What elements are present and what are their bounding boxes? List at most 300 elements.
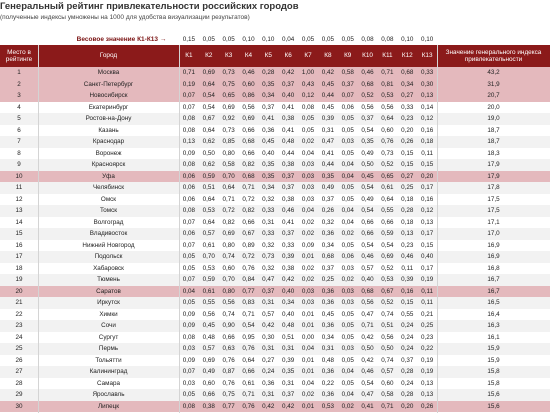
k-value-cell: 0,13 bbox=[420, 92, 434, 99]
k-value-cell: 0,09 bbox=[182, 149, 196, 157]
k-value-cell: 0,08 bbox=[182, 126, 196, 134]
city-cell: Ярославль bbox=[92, 391, 125, 398]
k-value-cell: 0,55 bbox=[202, 299, 215, 306]
k-value-cell: 0,05 bbox=[341, 195, 354, 203]
header-k1: К1 bbox=[185, 52, 193, 60]
k-value-cell: 0,03 bbox=[301, 161, 315, 168]
k-value-cell: 0,13 bbox=[420, 218, 434, 226]
k-value-cell: 0,03 bbox=[341, 264, 354, 272]
k-value-cell: 0,34 bbox=[321, 333, 334, 341]
k-value-cell: 0,04 bbox=[341, 207, 354, 214]
index-value-cell: 19,0 bbox=[487, 115, 500, 122]
k-value-cell: 0,23 bbox=[401, 115, 414, 122]
k-value-cell: 0,04 bbox=[341, 391, 354, 398]
k-value-cell: 0,37 bbox=[341, 80, 354, 88]
k-value-cell: 0,06 bbox=[341, 103, 354, 111]
k-value-cell: 0,40 bbox=[282, 287, 295, 295]
k-value-cell: 0,48 bbox=[282, 138, 295, 145]
k-value-cell: 0,41 bbox=[282, 126, 295, 134]
k-value-cell: 0,66 bbox=[381, 218, 394, 226]
table-row bbox=[0, 320, 550, 332]
header-k7: К7 bbox=[304, 52, 312, 60]
k-value-cell: 0,72 bbox=[242, 195, 255, 203]
k-value-cell: 0,62 bbox=[202, 138, 215, 145]
rank-cell: 13 bbox=[15, 207, 23, 214]
k-value-cell: 0,32 bbox=[262, 195, 275, 203]
table-row bbox=[0, 240, 550, 252]
k-value-cell: 0,51 bbox=[381, 322, 394, 329]
k-value-cell: 0,53 bbox=[202, 264, 215, 272]
k-value-cell: 0,45 bbox=[321, 80, 334, 88]
k-value-cell: 0,42 bbox=[321, 69, 334, 76]
index-value-cell: 16,8 bbox=[487, 264, 500, 272]
k-value-cell: 0,45 bbox=[262, 138, 275, 145]
k-value-cell: 0,03 bbox=[301, 195, 315, 203]
k-value-cell: 0,80 bbox=[222, 149, 235, 157]
k-value-cell: 0,76 bbox=[242, 402, 255, 410]
k-value-cell: 0,54 bbox=[361, 126, 374, 134]
k-value-cell: 0,02 bbox=[301, 264, 315, 272]
weight-value: 0,08 bbox=[361, 36, 374, 43]
k-value-cell: 0,05 bbox=[341, 115, 354, 122]
k-value-cell: 0,68 bbox=[321, 253, 334, 260]
k-value-cell: 0,36 bbox=[321, 230, 334, 237]
k-value-cell: 0,36 bbox=[321, 391, 334, 398]
k-value-cell: 0,07 bbox=[182, 368, 196, 375]
rank-cell: 15 bbox=[15, 230, 23, 237]
k-value-cell: 0,77 bbox=[242, 287, 255, 295]
k-value-cell: 0,33 bbox=[262, 230, 275, 237]
header-k13: К13 bbox=[421, 52, 433, 60]
k-value-cell: 0,25 bbox=[401, 184, 414, 191]
k-value-cell: 0,71 bbox=[222, 195, 235, 203]
k-value-cell: 0,50 bbox=[381, 345, 394, 352]
k-value-cell: 0,34 bbox=[282, 299, 295, 306]
weight-value: 0,04 bbox=[282, 36, 295, 43]
table-row bbox=[0, 136, 550, 148]
table-row bbox=[0, 171, 550, 183]
k-value-cell: 0,89 bbox=[242, 241, 255, 249]
weight-value: 0,05 bbox=[321, 36, 334, 43]
k-value-cell: 0,40 bbox=[282, 310, 295, 318]
city-cell: Сургут bbox=[98, 333, 119, 341]
k-value-cell: 0,09 bbox=[182, 322, 196, 329]
k-value-cell: 0,77 bbox=[222, 402, 235, 410]
k-value-cell: 0,34 bbox=[401, 80, 414, 88]
table-row bbox=[0, 113, 550, 125]
weights-row bbox=[0, 35, 550, 45]
table-row bbox=[0, 159, 550, 171]
k-value-cell: 0,06 bbox=[182, 195, 196, 203]
k-value-cell: 0,56 bbox=[222, 299, 235, 306]
k-value-cell: 0,42 bbox=[262, 322, 275, 329]
k-value-cell: 0,54 bbox=[361, 379, 374, 387]
k-value-cell: 0,02 bbox=[301, 391, 315, 398]
k-value-cell: 0,45 bbox=[321, 310, 334, 318]
index-value-cell: 18,3 bbox=[487, 149, 500, 157]
index-value-cell: 17,9 bbox=[487, 172, 500, 180]
weight-value: 0,05 bbox=[341, 36, 354, 43]
k-value-cell: 0,05 bbox=[182, 391, 196, 398]
k-value-cell: 1,00 bbox=[301, 69, 315, 76]
k-value-cell: 0,76 bbox=[381, 138, 394, 145]
k-value-cell: 0,32 bbox=[262, 264, 275, 272]
k-value-cell: 0,37 bbox=[282, 172, 295, 180]
index-value-cell: 16,4 bbox=[487, 310, 500, 318]
k-value-cell: 0,20 bbox=[420, 172, 434, 180]
index-value-cell: 17,1 bbox=[487, 218, 500, 226]
table-row bbox=[0, 182, 550, 194]
k-value-cell: 0,28 bbox=[401, 368, 414, 375]
k-value-cell: 0,95 bbox=[242, 333, 255, 341]
k-value-cell: 0,04 bbox=[301, 149, 315, 157]
table-row bbox=[0, 102, 550, 114]
rank-cell: 8 bbox=[17, 149, 21, 157]
k-value-cell: 0,07 bbox=[182, 92, 196, 99]
k-value-cell: 0,56 bbox=[381, 333, 394, 341]
k-value-cell: 0,49 bbox=[321, 184, 334, 191]
city-cell: Краснодар bbox=[92, 138, 125, 145]
k-value-cell: 0,49 bbox=[361, 195, 374, 203]
header-k10: К10 bbox=[362, 52, 373, 60]
k-value-cell: 0,15 bbox=[420, 161, 434, 168]
k-value-cell: 0,35 bbox=[321, 172, 334, 180]
rank-cell: 22 bbox=[15, 310, 23, 318]
k-value-cell: 0,06 bbox=[182, 230, 196, 237]
index-value-cell: 15,9 bbox=[487, 345, 500, 352]
header-k2: К2 bbox=[205, 52, 213, 60]
k-value-cell: 0,72 bbox=[222, 207, 235, 214]
table-row bbox=[0, 297, 550, 309]
k-value-cell: 0,69 bbox=[222, 103, 235, 111]
index-value-cell: 16,7 bbox=[487, 287, 500, 295]
k-value-cell: 0,24 bbox=[262, 368, 275, 375]
k-value-cell: 0,57 bbox=[262, 310, 275, 318]
index-value-cell: 15,9 bbox=[487, 356, 500, 364]
k-value-cell: 0,84 bbox=[242, 276, 255, 283]
k-value-cell: 0,42 bbox=[282, 69, 295, 76]
k-value-cell: 0,02 bbox=[341, 276, 354, 283]
k-value-cell: 0,67 bbox=[381, 287, 394, 295]
city-cell: Ростов-на-Дону bbox=[85, 115, 132, 122]
k-value-cell: 0,05 bbox=[341, 149, 354, 157]
k-value-cell: 0,34 bbox=[262, 184, 275, 191]
k-value-cell: 0,31 bbox=[282, 379, 295, 387]
table-row bbox=[0, 355, 550, 367]
k-value-cell: 0,07 bbox=[182, 241, 196, 249]
rank-cell: 25 bbox=[15, 345, 23, 352]
k-value-cell: 0,37 bbox=[282, 391, 295, 398]
k-value-cell: 0,26 bbox=[401, 138, 414, 145]
city-cell: Подольск bbox=[94, 253, 123, 260]
rank-cell: 16 bbox=[15, 241, 23, 249]
k-value-cell: 0,61 bbox=[242, 379, 255, 387]
city-cell: Саратов bbox=[96, 287, 121, 295]
weight-value: 0,10 bbox=[262, 36, 275, 43]
k-value-cell: 0,07 bbox=[182, 103, 196, 111]
index-value-cell: 15,8 bbox=[487, 368, 500, 375]
k-value-cell: 0,64 bbox=[222, 184, 235, 191]
k-value-cell: 0,48 bbox=[282, 322, 295, 329]
k-value-cell: 0,05 bbox=[301, 115, 315, 122]
k-value-cell: 0,50 bbox=[202, 149, 215, 157]
k-value-cell: 0,47 bbox=[361, 391, 374, 398]
header-k8: К8 bbox=[324, 52, 332, 60]
k-value-cell: 0,66 bbox=[361, 230, 374, 237]
k-value-cell: 0,65 bbox=[222, 92, 235, 99]
header-k11: К11 bbox=[382, 52, 393, 60]
index-value-cell: 18,7 bbox=[487, 126, 500, 134]
k-value-cell: 0,33 bbox=[282, 241, 295, 249]
index-value-cell: 16,9 bbox=[487, 241, 500, 249]
k-value-cell: 0,37 bbox=[361, 115, 374, 122]
k-value-cell: 0,59 bbox=[202, 276, 215, 283]
k-value-cell: 0,58 bbox=[222, 161, 235, 168]
k-value-cell: 0,24 bbox=[401, 322, 414, 329]
rank-cell: 6 bbox=[17, 126, 21, 134]
k-value-cell: 0,04 bbox=[341, 218, 354, 226]
k-value-cell: 0,16 bbox=[420, 195, 434, 203]
k-value-cell: 0,13 bbox=[420, 391, 434, 398]
k-value-cell: 0,02 bbox=[301, 276, 315, 283]
k-value-cell: 0,71 bbox=[242, 310, 255, 318]
k-value-cell: 0,04 bbox=[341, 161, 354, 168]
table-row bbox=[0, 274, 550, 286]
k-value-cell: 0,90 bbox=[222, 322, 235, 329]
k-value-cell: 0,35 bbox=[262, 172, 275, 180]
k-value-cell: 0,61 bbox=[202, 241, 215, 249]
index-value-cell: 18,7 bbox=[487, 138, 500, 145]
k-value-cell: 0,06 bbox=[341, 253, 354, 260]
k-value-cell: 0,13 bbox=[420, 379, 434, 387]
table-row bbox=[0, 378, 550, 390]
k-value-cell: 0,54 bbox=[361, 207, 374, 214]
city-cell: Владивосток bbox=[89, 230, 128, 237]
rank-cell: 17 bbox=[15, 253, 23, 260]
k-value-cell: 0,54 bbox=[361, 184, 374, 191]
k-value-cell: 0,30 bbox=[262, 333, 275, 341]
weight-value: 0,05 bbox=[202, 36, 215, 43]
k-value-cell: 0,64 bbox=[202, 195, 215, 203]
k-value-cell: 0,03 bbox=[301, 184, 315, 191]
index-value-cell: 17,0 bbox=[487, 230, 500, 237]
k-value-cell: 0,08 bbox=[182, 161, 196, 168]
k-value-cell: 0,37 bbox=[282, 184, 295, 191]
k-value-cell: 0,40 bbox=[420, 253, 434, 260]
index-value-cell: 31,9 bbox=[487, 80, 500, 88]
k-value-cell: 0,92 bbox=[222, 115, 235, 122]
k-value-cell: 0,73 bbox=[262, 253, 275, 260]
table-row bbox=[0, 343, 550, 355]
k-value-cell: 0,35 bbox=[361, 138, 374, 145]
k-value-cell: 0,74 bbox=[222, 310, 235, 318]
k-value-cell: 0,69 bbox=[222, 230, 235, 237]
k-value-cell: 0,52 bbox=[381, 161, 394, 168]
k-value-cell: 0,54 bbox=[381, 241, 394, 249]
k-value-cell: 0,02 bbox=[301, 230, 315, 237]
k-value-cell: 0,68 bbox=[361, 80, 374, 88]
k-value-cell: 0,73 bbox=[222, 126, 235, 134]
header-city: Город bbox=[99, 52, 118, 60]
k-value-cell: 0,72 bbox=[242, 253, 255, 260]
rank-cell: 7 bbox=[17, 138, 21, 145]
k-value-cell: 0,76 bbox=[222, 356, 235, 364]
k-value-cell: 0,43 bbox=[301, 80, 315, 88]
k-value-cell: 0,01 bbox=[301, 356, 315, 364]
k-value-cell: 0,49 bbox=[202, 368, 215, 375]
table-row bbox=[0, 148, 550, 160]
table-row bbox=[0, 90, 550, 102]
k-value-cell: 0,14 bbox=[420, 103, 434, 111]
table-row bbox=[0, 366, 550, 378]
table-row bbox=[0, 309, 550, 321]
k-value-cell: 0,38 bbox=[202, 402, 215, 410]
k-value-cell: 0,31 bbox=[321, 126, 334, 134]
city-cell: Тольятти bbox=[95, 356, 122, 364]
k-value-cell: 0,57 bbox=[381, 368, 394, 375]
k-value-cell: 0,05 bbox=[182, 264, 196, 272]
table-row bbox=[0, 228, 550, 240]
k-value-cell: 0,54 bbox=[361, 241, 374, 249]
k-value-cell: 0,36 bbox=[262, 126, 275, 134]
k-value-cell: 0,63 bbox=[222, 345, 235, 352]
k-value-cell: 0,31 bbox=[282, 345, 295, 352]
k-value-cell: 0,64 bbox=[381, 115, 394, 122]
k-value-cell: 0,62 bbox=[202, 161, 215, 168]
rank-cell: 3 bbox=[17, 92, 21, 99]
k-value-cell: 0,66 bbox=[242, 218, 255, 226]
k-value-cell: 0,25 bbox=[420, 322, 434, 329]
k-value-cell: 0,17 bbox=[420, 184, 434, 191]
k-value-cell: 0,68 bbox=[361, 287, 374, 295]
weight-value: 0,05 bbox=[301, 36, 315, 43]
k-value-cell: 0,57 bbox=[361, 264, 374, 272]
k-value-cell: 0,37 bbox=[262, 287, 275, 295]
header-k3: К3 bbox=[224, 52, 233, 60]
k-value-cell: 0,04 bbox=[301, 379, 315, 387]
page-title: Генеральный рейтинг привлекательности российских городов bbox=[0, 1, 299, 12]
k-value-cell: 0,37 bbox=[401, 356, 414, 364]
k-value-cell: 0,28 bbox=[401, 391, 414, 398]
rank-cell: 20 bbox=[15, 287, 23, 295]
k-value-cell: 0,11 bbox=[421, 299, 433, 306]
city-cell: Волгоград bbox=[93, 218, 124, 226]
city-cell: Челябинск bbox=[92, 184, 125, 191]
k-value-cell: 0,03 bbox=[301, 287, 315, 295]
k-value-cell: 0,41 bbox=[361, 402, 374, 410]
k-value-cell: 0,44 bbox=[321, 92, 334, 99]
index-value-cell: 16,3 bbox=[487, 322, 500, 329]
k-value-cell: 0,73 bbox=[222, 69, 235, 76]
rank-cell: 18 bbox=[15, 264, 23, 272]
index-value-cell: 17,5 bbox=[487, 195, 500, 203]
k-value-cell: 0,36 bbox=[321, 299, 334, 306]
index-value-cell: 15,6 bbox=[487, 402, 500, 410]
k-value-cell: 0,52 bbox=[381, 264, 394, 272]
k-value-cell: 0,70 bbox=[222, 172, 235, 180]
k-value-cell: 0,53 bbox=[321, 402, 334, 410]
k-value-cell: 0,33 bbox=[401, 103, 414, 111]
k-value-cell: 0,64 bbox=[202, 218, 215, 226]
k-value-cell: 0,53 bbox=[381, 276, 394, 283]
k-value-cell: 0,32 bbox=[262, 241, 275, 249]
city-cell: Пермь bbox=[98, 345, 119, 352]
k-value-cell: 0,22 bbox=[420, 345, 434, 352]
k-value-cell: 0,31 bbox=[262, 299, 275, 306]
k-value-cell: 0,66 bbox=[242, 368, 255, 375]
k-value-cell: 0,74 bbox=[381, 310, 394, 318]
k-value-cell: 0,17 bbox=[420, 230, 434, 237]
k-value-cell: 0,31 bbox=[321, 345, 334, 352]
k-value-cell: 0,46 bbox=[242, 69, 255, 76]
k-value-cell: 0,15 bbox=[401, 161, 414, 168]
k-value-cell: 0,86 bbox=[242, 92, 255, 99]
k-value-cell: 0,27 bbox=[262, 356, 275, 364]
rank-cell: 9 bbox=[17, 161, 21, 168]
k-value-cell: 0,13 bbox=[401, 230, 414, 237]
k-value-cell: 0,46 bbox=[401, 253, 414, 260]
k-value-cell: 0,69 bbox=[202, 356, 215, 364]
k-value-cell: 0,01 bbox=[301, 368, 315, 375]
city-cell: Химки bbox=[99, 310, 118, 318]
k-value-cell: 0,71 bbox=[381, 69, 394, 76]
weight-value: 0,05 bbox=[222, 36, 235, 43]
rank-cell: 28 bbox=[15, 379, 23, 387]
k-value-cell: 0,41 bbox=[321, 149, 334, 157]
city-cell: Самара bbox=[97, 379, 120, 387]
k-value-cell: 0,71 bbox=[361, 322, 374, 329]
k-value-cell: 0,09 bbox=[182, 310, 196, 318]
table-row bbox=[0, 251, 550, 263]
k-value-cell: 0,51 bbox=[202, 184, 215, 191]
k-value-cell: 0,34 bbox=[262, 92, 275, 99]
city-cell: Воронеж bbox=[95, 149, 122, 157]
k-value-cell: 0,64 bbox=[381, 195, 394, 203]
k-value-cell: 0,33 bbox=[262, 207, 275, 214]
k-value-cell: 0,06 bbox=[182, 184, 196, 191]
k-value-cell: 0,03 bbox=[182, 379, 196, 387]
rank-cell: 23 bbox=[15, 322, 23, 329]
k-value-cell: 0,68 bbox=[242, 138, 255, 145]
rank-cell: 12 bbox=[15, 195, 23, 203]
rank-cell: 19 bbox=[15, 276, 23, 283]
k-value-cell: 0,59 bbox=[202, 172, 215, 180]
k-value-cell: 0,80 bbox=[222, 241, 235, 249]
k-value-cell: 0,71 bbox=[242, 391, 255, 398]
k-value-cell: 0,11 bbox=[401, 264, 414, 272]
rank-cell: 2 bbox=[17, 80, 21, 88]
k-value-cell: 0,12 bbox=[420, 115, 434, 122]
index-value-cell: 16,9 bbox=[487, 253, 500, 260]
k-value-cell: 0,08 bbox=[182, 333, 196, 341]
k-value-cell: 0,26 bbox=[321, 207, 334, 214]
weights-label: Весовое значение К1-К13 → bbox=[76, 36, 167, 43]
k-value-cell: 0,03 bbox=[301, 172, 315, 180]
k-value-cell: 0,17 bbox=[420, 264, 434, 272]
rank-cell: 24 bbox=[15, 333, 23, 341]
k-value-cell: 0,50 bbox=[361, 161, 374, 168]
k-value-cell: 0,81 bbox=[381, 80, 394, 88]
index-value-cell: 20,0 bbox=[487, 103, 500, 111]
city-cell: Москва bbox=[97, 69, 120, 76]
k-value-cell: 0,46 bbox=[361, 69, 374, 76]
k-value-cell: 0,03 bbox=[301, 299, 315, 306]
k-value-cell: 0,71 bbox=[381, 402, 394, 410]
k-value-cell: 0,69 bbox=[202, 69, 215, 76]
divider bbox=[437, 45, 438, 413]
k-value-cell: 0,18 bbox=[401, 218, 414, 226]
k-value-cell: 0,38 bbox=[282, 264, 295, 272]
